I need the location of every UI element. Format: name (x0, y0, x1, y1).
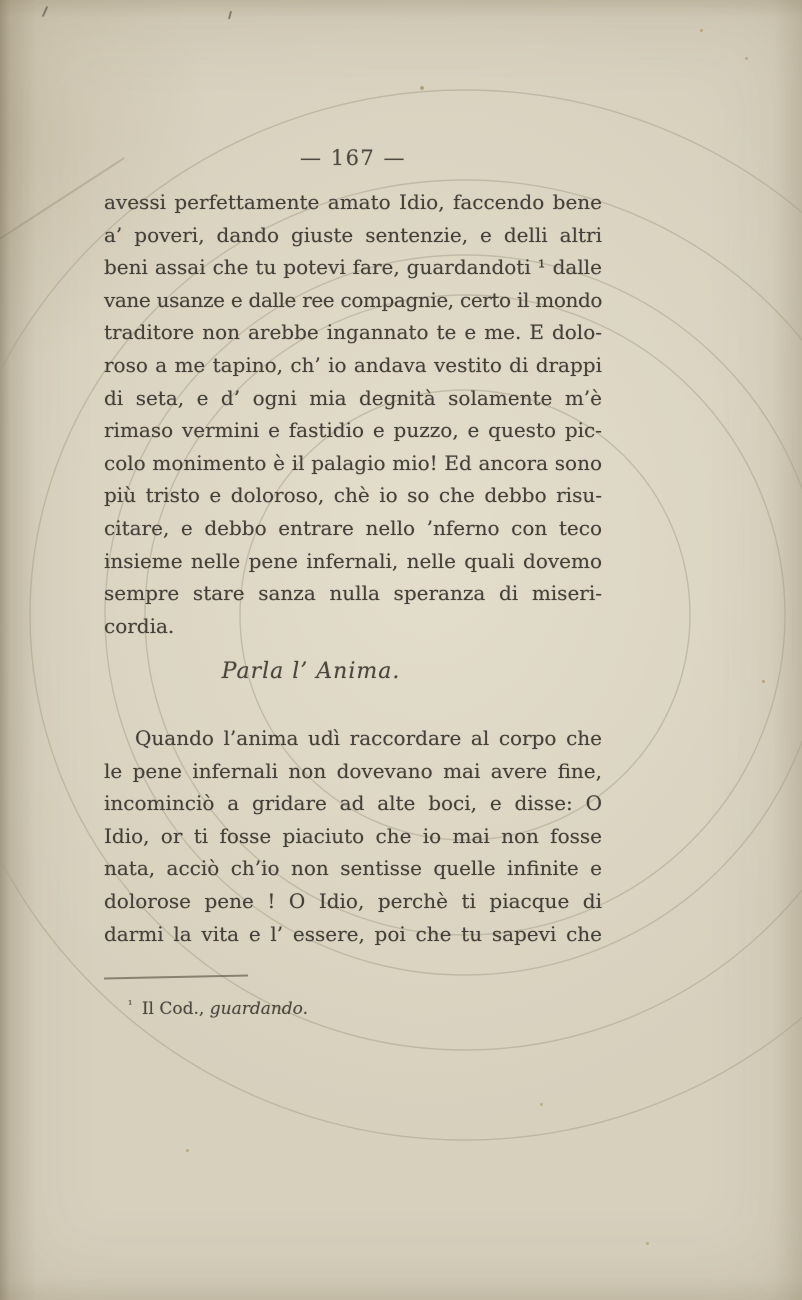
text-line: darmi la vita e l’ essere, poi che tu sapevi che (104, 921, 602, 946)
text-line: Quando l’anima udì raccordare al corpo che (135, 726, 602, 750)
footnote (128, 998, 308, 1019)
footnote-marker: ¹ (128, 998, 133, 1011)
text-line: roso a me tapino, ch’ io andava vestito di drappi (104, 352, 602, 377)
foxing-spot (745, 57, 748, 60)
text-line: cordia. (104, 613, 175, 638)
section-heading: Parla l’ Anima. (221, 659, 401, 684)
paragraph-2 (104, 722, 602, 950)
foxing-spot (540, 1103, 543, 1106)
foxing-spot (646, 1242, 649, 1245)
page-number: — 167 — (300, 146, 406, 170)
text-line: citare, e debbo entrare nello ’nferno con teco (104, 515, 602, 540)
text-line: vane usanze e dalle ree compagnie, certo il mondo (104, 287, 602, 312)
paper-mark (42, 6, 48, 17)
text-line: più tristo e doloroso, chè io so che debbo risu- (104, 483, 602, 508)
paper-mark (228, 11, 231, 19)
text-line: le pene infernali non dovevano mai avere fine, (104, 758, 602, 783)
foxing-spot (700, 29, 703, 32)
footnote-separator (104, 974, 248, 979)
text-line: di seta, e d’ ogni mia degnità solamente m’è (104, 385, 602, 410)
text-line: colo monimento è il palagio mio! Ed ancora sono (104, 450, 602, 475)
text-line: dolorose pene ! O Idio, perchè ti piacque di (104, 888, 602, 913)
foxing-spot (420, 86, 424, 90)
text-line: rimaso vermini e fastidio e puzzo, e questo pic- (104, 418, 602, 443)
paragraph-1 (104, 186, 602, 642)
text-line: beni assai che tu potevi fare, guardandoti ¹ dalle (104, 255, 602, 280)
text-line: traditore non arebbe ingannato te e me. E dolo- (104, 320, 602, 345)
text-line: a’ poveri, dando giuste sentenzie, e delli altri (104, 222, 602, 247)
text-line: insieme nelle pene infernali, nelle quali dovemo (104, 548, 602, 573)
text-line: nata, acciò ch’io non sentisse quelle infinite e (104, 856, 602, 881)
footnote-word: guardando. (209, 999, 309, 1019)
text-line: avessi perfettamente amato Idio, faccendo bene (104, 190, 602, 214)
foxing-spot (762, 680, 765, 683)
footnote-source: Il Cod., (141, 999, 205, 1019)
text-line: incominciò a gridare ad alte boci, e disse: O (104, 791, 602, 816)
foxing-spot (186, 1149, 189, 1152)
text-line: Idio, or ti fosse piaciuto che io mai non fosse (104, 823, 602, 848)
text-line: sempre stare sanza nulla speranza di miseri- (104, 581, 602, 606)
